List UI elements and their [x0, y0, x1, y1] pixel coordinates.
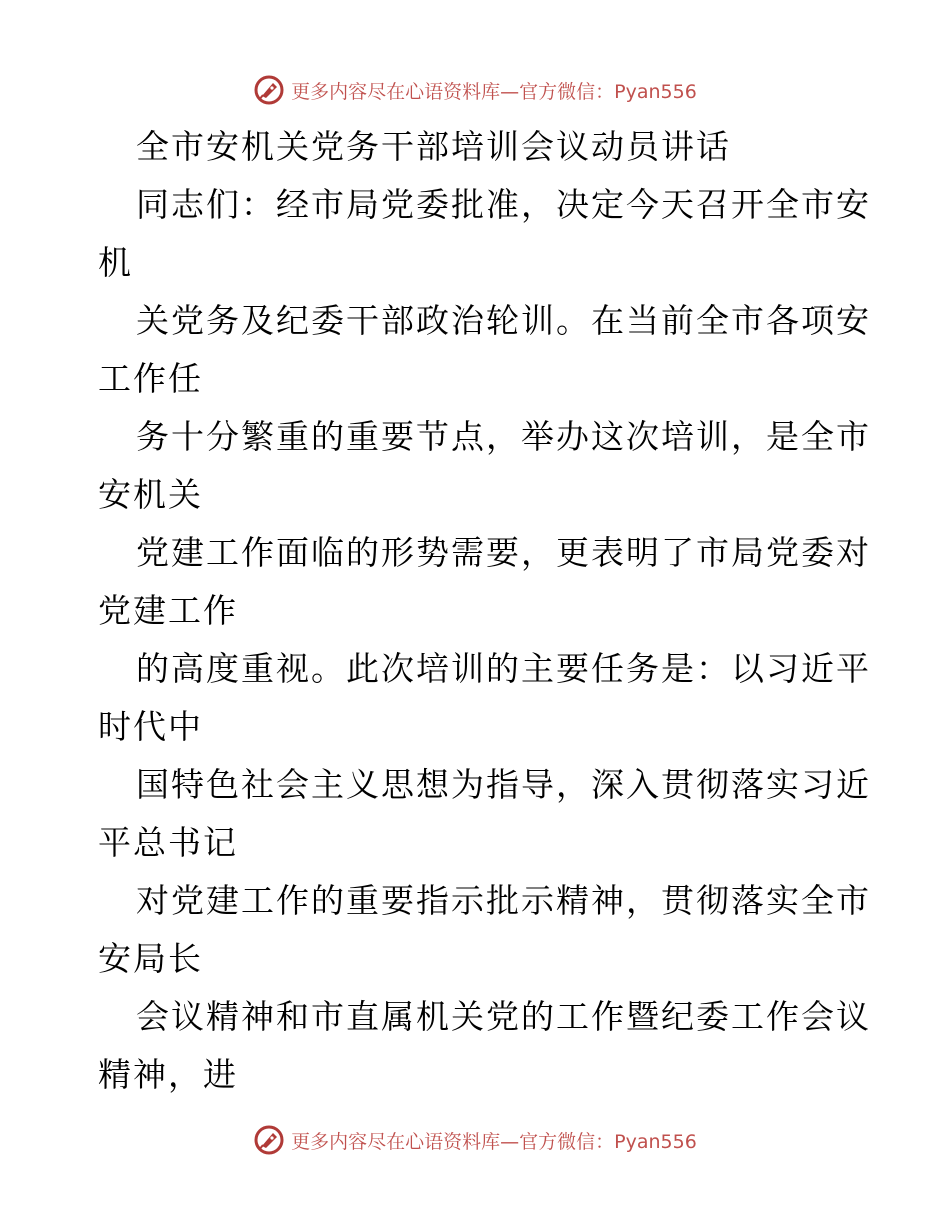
- document-line: 党建工作: [98, 591, 238, 630]
- document-line: 关党务及纪委干部政治轮训。在当前全市各项安: [136, 301, 871, 340]
- document-line: 务十分繁重的重要节点，举办这次培训，是全市: [136, 417, 871, 456]
- footer-banner-text: 更多内容尽在心语资料库—官方微信：Pyan556: [291, 1130, 697, 1153]
- document-line: 时代中: [98, 707, 203, 746]
- document-line: 平总书记: [98, 823, 238, 862]
- document-line: 国特色社会主义思想为指导，深入贯彻落实习近: [136, 765, 871, 804]
- document-line: 党建工作面临的形势需要，更表明了市局党委对: [136, 533, 871, 572]
- document-line: 同志们：经市局党委批准，决定今天召开全市安: [136, 185, 871, 224]
- document-line: 的高度重视。此次培训的主要任务是：以习近平: [136, 649, 871, 688]
- document-body: [98, 118, 871, 1104]
- document-line: 全市安机关党务干部培训会议动员讲话: [136, 127, 731, 166]
- footer-banner: [0, 1122, 950, 1158]
- document-line: 精神，进: [98, 1055, 238, 1094]
- pen-nib-logo-icon: [253, 1124, 285, 1156]
- document-line: 安局长: [98, 939, 203, 978]
- document-line: 机: [98, 243, 133, 282]
- document-line: 会议精神和市直属机关党的工作暨纪委工作会议: [136, 997, 871, 1036]
- document-line: 安机关: [98, 475, 203, 514]
- document-line: 工作任: [98, 359, 203, 398]
- header-banner-text: 更多内容尽在心语资料库—官方微信：Pyan556: [291, 80, 697, 103]
- pen-nib-logo-icon: [253, 74, 285, 106]
- header-banner: [0, 72, 950, 108]
- document-line: 对党建工作的重要指示批示精神，贯彻落实全市: [136, 881, 871, 920]
